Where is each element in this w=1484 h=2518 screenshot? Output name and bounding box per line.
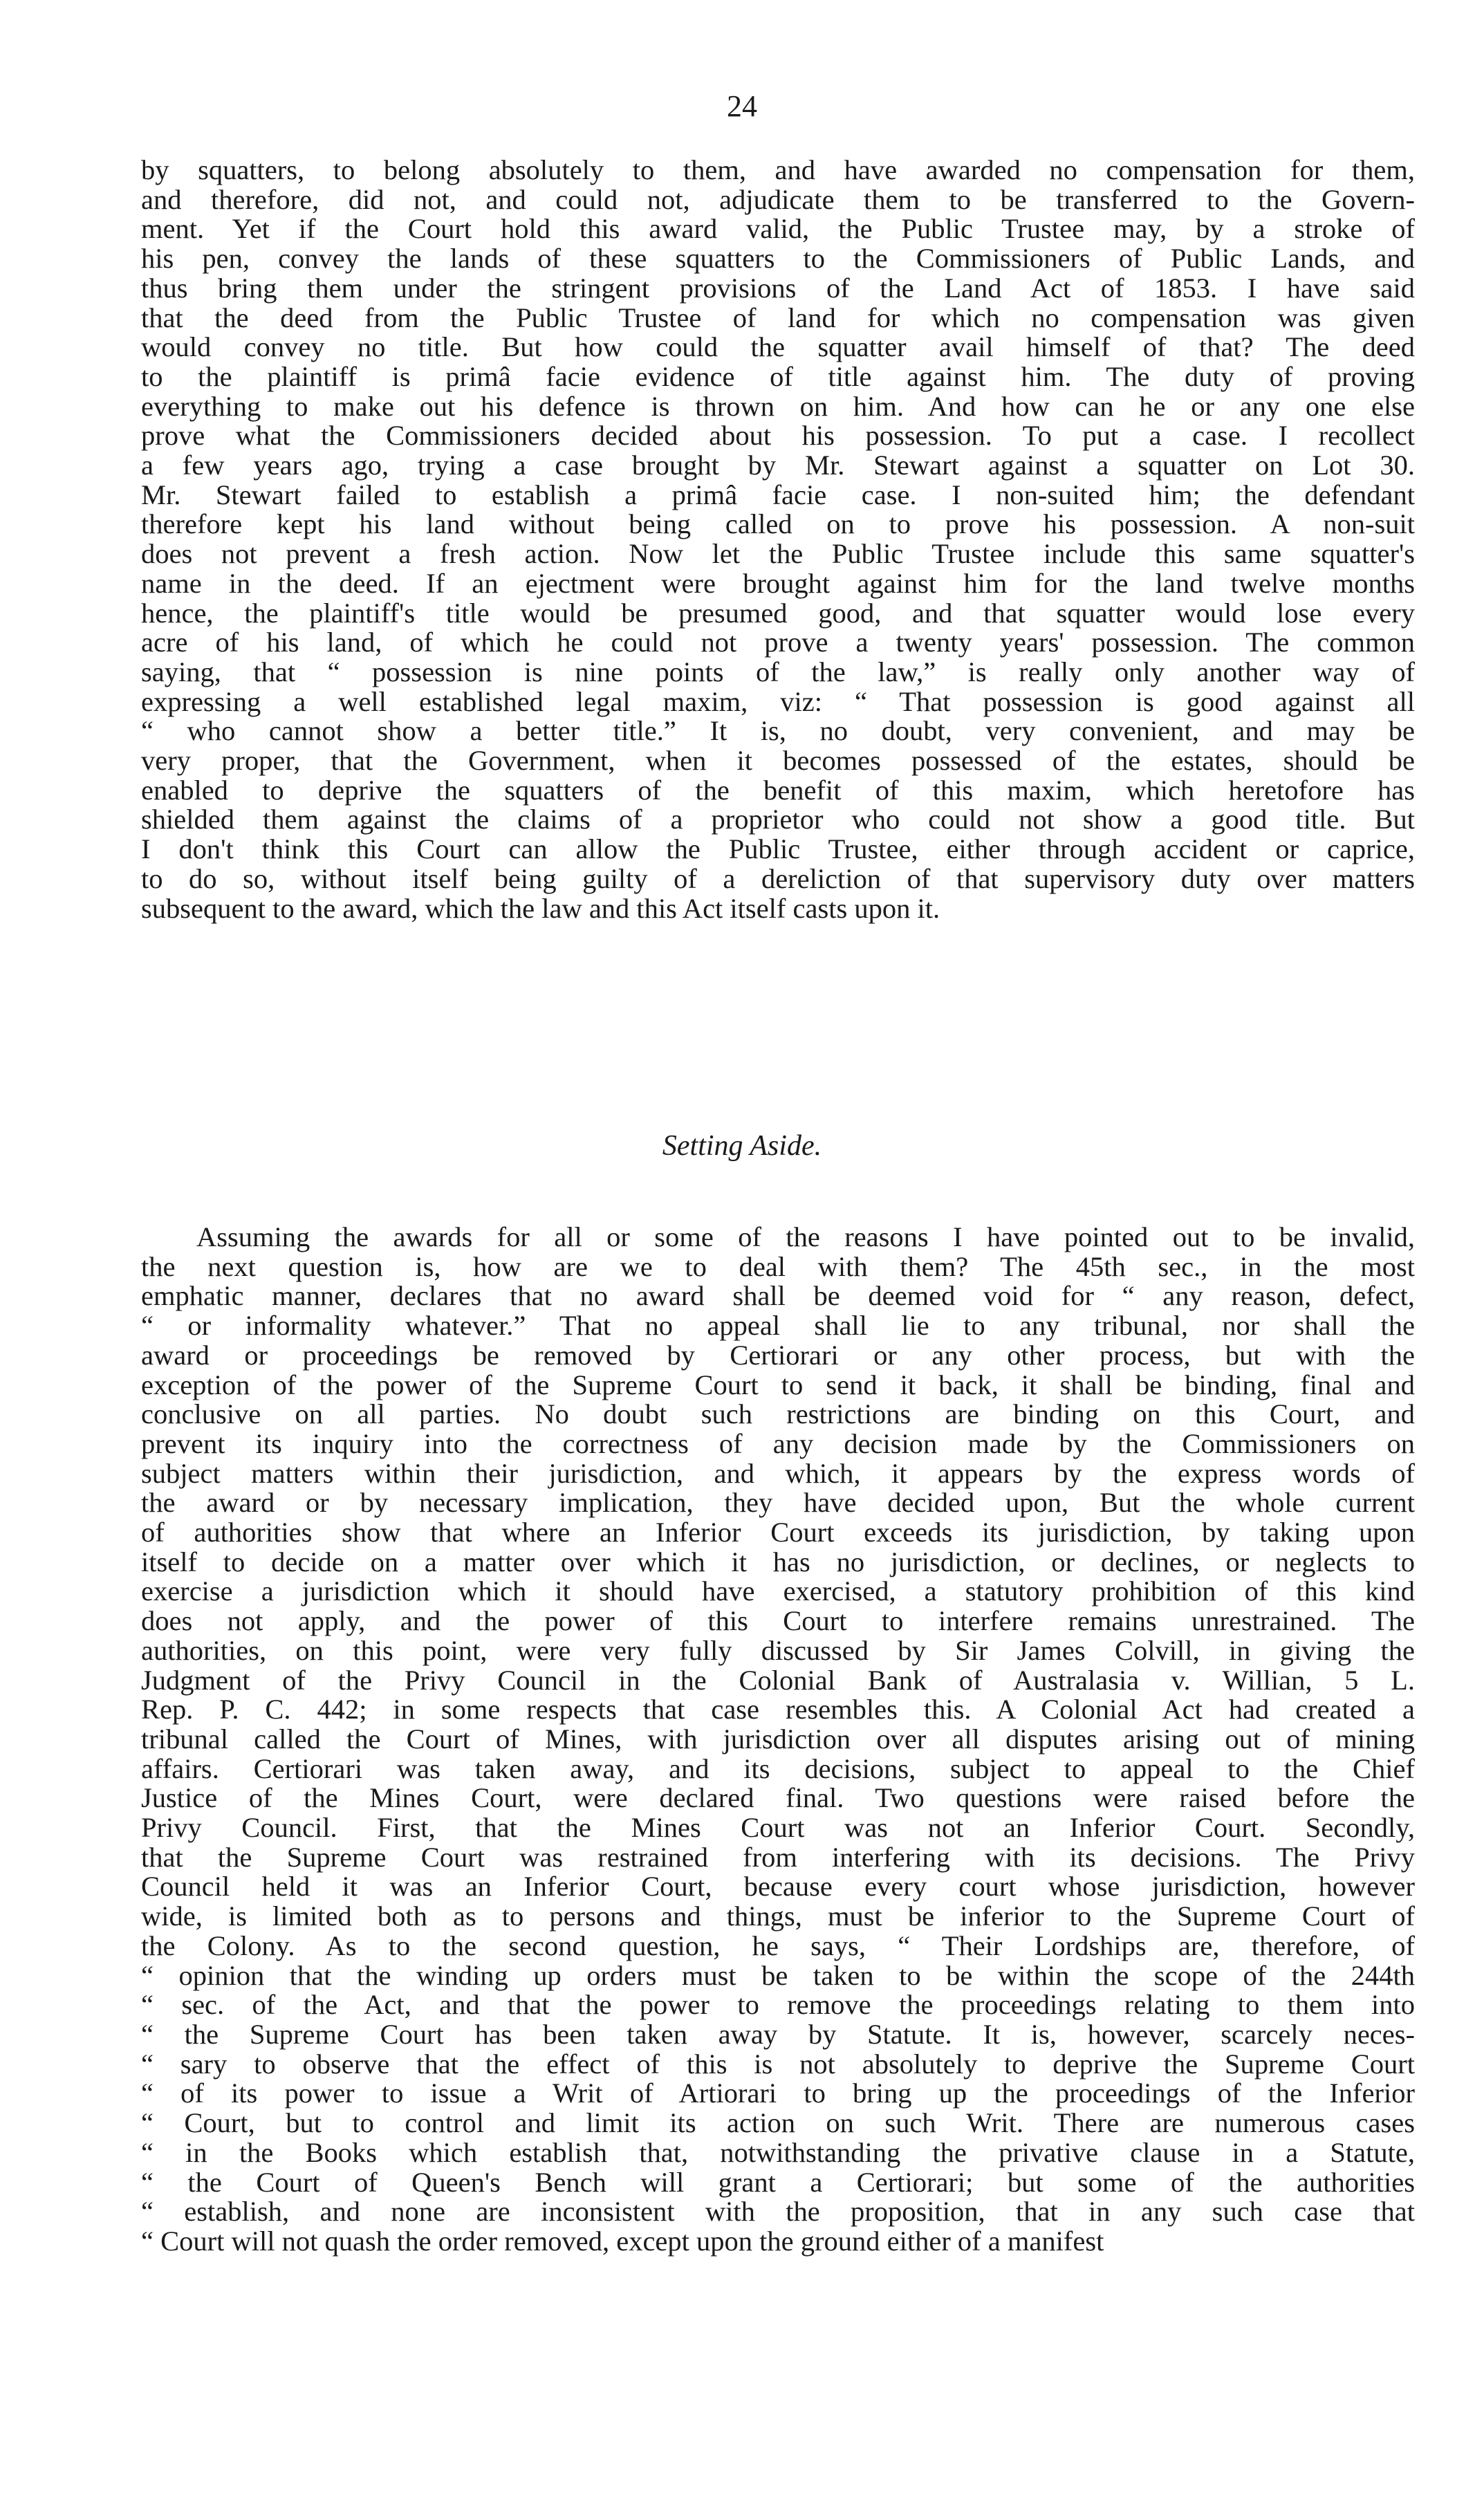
text-line: “ sary to observe that the effect of this is not absolutely to deprive the Supreme Court: [141, 2048, 1415, 2080]
text-line: Mr. Stewart failed to establish a primâ facie case. I non-suited him; the defendant: [141, 479, 1415, 510]
text-line: of authorities show that where an Inferior Court exceeds its jurisdiction, by taking upon: [141, 1517, 1415, 1548]
text-line: “ in the Books which establish that, notwithstanding the privative clause in a Statute,: [141, 2136, 1415, 2168]
text-line: enabled to deprive the squatters of the benefit of this maxim, which heretofore has: [141, 774, 1415, 806]
body-paragraph-2: [141, 1223, 1415, 2257]
text-line: that the deed from the Public Trustee of land for which no compensation was given: [141, 302, 1415, 333]
text-line: emphatic manner, declares that no award shall be deemed void for “ any reason, defect,: [141, 1280, 1415, 1312]
text-line: would convey no title. But how could the squatter avail himself of that? The deed: [141, 331, 1415, 363]
text-line: Justice of the Mines Court, were declared final. Two questions were raised before the: [141, 1782, 1415, 1814]
text-line: “ establish, and none are inconsistent with the proposition, that in any such case that: [141, 2196, 1415, 2228]
text-line: and therefore, did not, and could not, adjudicate them to be transferred to the Govern-: [141, 183, 1415, 215]
text-line: “ who cannot show a better title.” It is, no doubt, very convenient, and may be: [141, 715, 1415, 747]
text-line: wide, is limited both as to persons and things, must be inferior to the Supreme Court of: [141, 1900, 1415, 1932]
text-line: acre of his land, of which he could not prove a twenty years' possession. The common: [141, 627, 1415, 658]
text-line: the award or by necessary implication, they have decided upon, But the whole current: [141, 1487, 1415, 1519]
text-line: shielded them against the claims of a proprietor who could not show a good title. But: [141, 804, 1415, 835]
text-line: Judgment of the Privy Council in the Colonial Bank of Australasia v. Willian, 5 L.: [141, 1664, 1415, 1696]
text-line: Assuming the awards for all or some of the reasons I have pointed out to be invalid,: [196, 1221, 1415, 1252]
text-line: conclusive on all parties. No doubt such restrictions are binding on this Court, and: [141, 1398, 1415, 1430]
text-line: everything to make out his defence is thrown on him. And how can he or any one else: [141, 390, 1415, 422]
text-line: does not apply, and the power of this Court to interfere remains unrestrained. The: [141, 1605, 1415, 1637]
text-line: “ or informality whatever.” That no appeal shall lie to any tribunal, nor shall the: [141, 1310, 1415, 1342]
text-line: tribunal called the Court of Mines, with jurisdiction over all disputes arising out of mining: [141, 1723, 1415, 1755]
text-line: itself to decide on a matter over which it has no jurisdiction, or declines, or neglects to: [141, 1546, 1415, 1577]
text-line: that the Supreme Court was restrained from interfering with its decisions. The Privy: [141, 1841, 1415, 1873]
section-heading: Setting Aside.: [662, 1130, 822, 1162]
text-line: subsequent to the award, which the law and this Act itself casts upon it.: [141, 892, 940, 924]
text-line: Privy Council. First, that the Mines Court was not an Inferior Court. Secondly,: [141, 1812, 1415, 1844]
text-line: the next question is, how are we to deal with them? The 45th sec., in the most: [141, 1250, 1415, 1282]
text-line: therefore kept his land without being called on to prove his possession. A non-suit: [141, 508, 1415, 540]
text-line: hence, the plaintiff's title would be presumed good, and that squatter would lose every: [141, 597, 1415, 629]
text-line: saying, that “ possession is nine points of the law,” is really only another way of: [141, 656, 1415, 687]
text-line: “ the Court of Queen's Bench will grant a Certiorari; but some of the authorities: [141, 2166, 1415, 2198]
text-line: subject matters within their jurisdiction, and which, it appears by the express words of: [141, 1457, 1415, 1489]
text-line: prove what the Commissioners decided about his possession. To put a case. I recollect: [141, 420, 1415, 452]
text-line: “ of its power to issue a Writ of Artiorari to bring up the proceedings of the Inferior: [141, 2077, 1415, 2109]
text-line: “ the Supreme Court has been taken away by Statute. It is, however, scarcely neces-: [141, 2018, 1415, 2050]
text-line: by squatters, to belong absolutely to them, and have awarded no compensation for them,: [141, 154, 1415, 185]
text-line: “ Court will not quash the order removed, except upon the ground either of a manifest: [141, 2225, 1104, 2257]
text-line: to do so, without itself being guilty of a dereliction of that supervisory duty over matters: [141, 862, 1415, 894]
text-line: name in the deed. If an ejectment were brought against him for the land twelve months: [141, 567, 1415, 599]
text-line: Rep. P. C. 442; in some respects that case resembles this. A Colonial Act had created a: [141, 1694, 1415, 1725]
text-line: “ opinion that the winding up orders must be taken to be within the scope of the 244th: [141, 1959, 1415, 1991]
text-line: “ sec. of the Act, and that the power to remove the proceedings relating to them into: [141, 1989, 1415, 2021]
text-line: award or proceedings be removed by Certiorari or any other process, but with the: [141, 1339, 1415, 1371]
text-line: does not prevent a fresh action. Now let the Public Trustee include this same squatter's: [141, 538, 1415, 570]
text-line: affairs. Certiorari was taken away, and its decisions, subject to appeal to the Chief: [141, 1752, 1415, 1784]
text-line: exercise a jurisdiction which it should have exercised, a statutory prohibition of this kind: [141, 1575, 1415, 1607]
text-line: prevent its inquiry into the correctness of any decision made by the Commissioners on: [141, 1427, 1415, 1459]
text-line: exception of the power of the Supreme Court to send it back, it shall be binding, final and: [141, 1369, 1415, 1400]
text-line: ment. Yet if the Court hold this award valid, the Public Trustee may, by a stroke of: [141, 213, 1415, 245]
text-line: thus bring them under the stringent provisions of the Land Act of 1853. I have said: [141, 272, 1415, 304]
text-line: to the plaintiff is primâ facie evidence of title against him. The duty of proving: [141, 360, 1415, 392]
text-line: I don't think this Court can allow the Public Trustee, either through accident or caprice,: [141, 833, 1415, 865]
text-line: his pen, convey the lands of these squatters to the Commissioners of Public Lands, and: [141, 243, 1415, 275]
text-line: the Colony. As to the second question, he says, “ Their Lordships are, therefore, of: [141, 1929, 1415, 1961]
text-line: a few years ago, trying a case brought by Mr. Stewart against a squatter on Lot 30.: [141, 450, 1415, 481]
text-line: authorities, on this point, were very fully discussed by Sir James Colvill, in giving the: [141, 1634, 1415, 1666]
page-number: 24: [727, 89, 757, 123]
body-paragraph-1: [141, 156, 1415, 923]
text-line: “ Court, but to control and limit its action on such Writ. There are numerous cases: [141, 2107, 1415, 2139]
text-line: very proper, that the Government, when it becomes possessed of the estates, should be: [141, 745, 1415, 777]
text-line: Council held it was an Inferior Court, because every court whose jurisdiction, however: [141, 1871, 1415, 1903]
text-line: expressing a well established legal maxim, viz: “ That possession is good against all: [141, 685, 1415, 717]
